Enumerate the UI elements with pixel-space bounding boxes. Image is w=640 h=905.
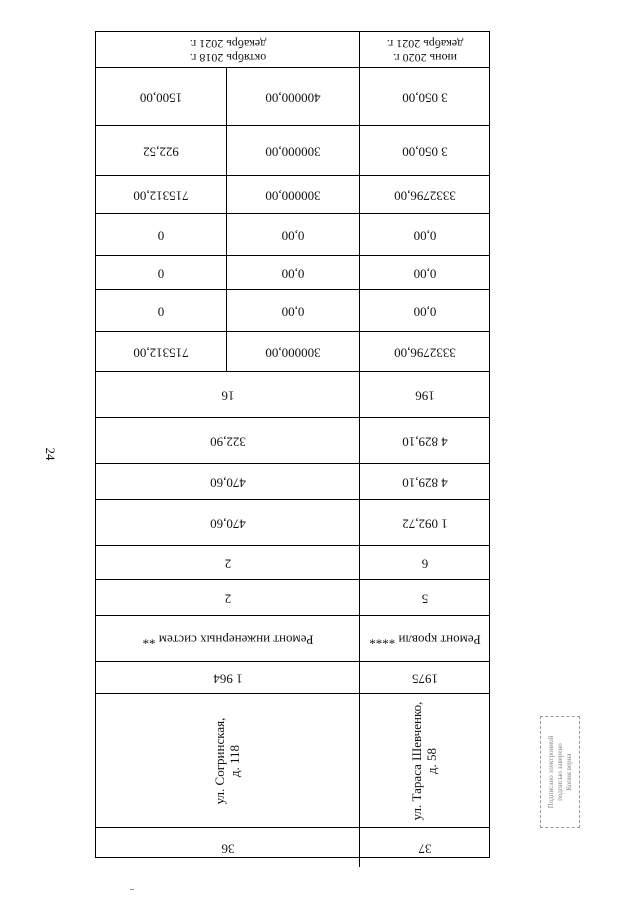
cell-text-line: 16 [221,387,234,403]
table-cell [359,694,489,827]
cell-text-line: 0,00 [281,303,305,319]
amounts-row-2 [96,126,489,176]
cell-text [421,590,428,605]
table-cell [96,580,359,615]
cell-text [210,433,246,448]
table-cell [359,372,489,417]
amounts-row-5 [96,256,489,290]
table-cell [226,256,359,289]
cell-text-line: 4 829,10 [401,474,448,490]
cell-text [415,387,435,402]
cell-text-line: 300000,00 [265,143,321,159]
cell-text-line: 36 [221,840,234,856]
cell-text [412,670,438,685]
cell-text-line: 0 [157,303,165,319]
cell-text-line: 470,60 [209,515,246,531]
cell-text [421,555,428,570]
table-cell [359,580,489,615]
cell-text [402,474,448,489]
year-row [96,662,489,694]
scan-mark [130,889,134,890]
cell-text-line: 0 [157,227,165,243]
cell-text-line: 2 [224,555,231,571]
cell-text [265,187,320,202]
table-cell [96,214,226,255]
table-cell [359,828,489,867]
stamp-line: Копия верна [564,753,573,791]
cell-text [210,515,246,530]
amounts-row-6 [96,290,489,332]
cell-text [402,89,448,104]
cell-text [224,590,231,605]
table-cell [359,464,489,499]
cell-text-line: 0,00 [281,227,305,243]
table-cell [96,68,226,125]
table-cell [96,616,359,661]
table-cell [226,176,359,213]
cell-text-line: ул. Согринская, [211,717,227,804]
cell-text [265,89,320,104]
cell-text [402,515,448,530]
cell-text-line: 1975 [411,670,438,686]
number-row [96,828,489,867]
cell-text-line: 0 [157,265,165,281]
cell-text [142,631,313,646]
table-cell [226,290,359,331]
certification-stamp [540,716,580,828]
cell-text-line: 5 [421,590,428,606]
floors-row [96,546,489,580]
cell-text [413,265,436,280]
table-cell [359,546,489,579]
table-cell [359,176,489,213]
cell-text-line: 3332796,00 [393,344,456,360]
cell-text-line: 715312,00 [133,187,189,203]
cell-text [394,187,456,202]
table-cell [359,500,489,545]
table-cell [96,464,359,499]
table-cell [96,372,359,417]
cell-text [282,227,305,242]
works-row [96,616,489,662]
area-row-3 [96,500,489,546]
cell-text-line: 0,00 [281,265,305,281]
cell-text [221,387,234,402]
table-cell [359,214,489,255]
cell-text [282,265,305,280]
stamp-line: подписью заверено [555,743,564,801]
table-cell [359,662,489,693]
cell-text-line: 0,00 [413,265,436,281]
cell-text-line: Ремонт кровли **** [368,631,481,647]
cell-text [265,344,320,359]
cell-text-line: ул. Тараса Шевченко, [408,701,424,820]
residents-row [96,372,489,418]
cell-text [418,840,431,855]
cell-text [394,344,456,359]
cell-text-line: 300000,00 [265,344,321,360]
cell-text [265,143,320,158]
period-row [96,32,489,68]
cell-text [189,36,266,64]
cell-text-line: 322,90 [209,433,246,449]
cell-text-line: 3 050,00 [401,143,448,159]
table-cell [96,828,359,867]
cell-text [133,344,188,359]
table-cell [359,290,489,331]
cell-text-line: 1 092,72 [401,515,448,531]
cell-text-line: 715312,00 [133,344,189,360]
table-cell [359,256,489,289]
cell-text [410,701,440,820]
table-cell [96,32,359,67]
table-cell [96,694,359,827]
data-table [95,31,490,858]
table-cell [96,126,226,175]
amounts-row-1 [96,68,489,126]
cell-text [402,433,448,448]
cell-text-line: 922,52 [143,143,179,159]
table-cell [226,332,359,371]
cell-text [143,143,179,158]
cell-text-line: 3332796,00 [393,187,456,203]
cell-text [369,631,480,646]
page-number: 24 [43,447,58,461]
cell-text-line: 400000,00 [265,89,321,105]
cell-text-line: Ремонт инженерных систем ** [141,631,314,647]
table-cell [226,214,359,255]
cell-text [158,265,165,280]
cell-text-line: 0,00 [413,227,436,243]
table-cell [96,546,359,579]
table-cell [96,418,359,463]
entrances-row [96,580,489,616]
cell-text-line: 196 [414,387,435,403]
cell-text [221,840,234,855]
cell-text-line: 0,00 [413,303,436,319]
cell-text-line: 2 [224,590,231,606]
cell-text-line: 1500,00 [139,89,183,105]
table-cell [96,290,226,331]
table-cell [359,332,489,371]
table-cell [359,126,489,175]
cell-text [133,187,188,202]
cell-text [140,89,182,104]
cell-text-line: июнь 2020 г. [392,50,457,65]
cell-text [213,717,243,804]
table-cell [96,256,226,289]
cell-text-line: 1 964 [212,670,243,686]
cell-text-line: д. 118 [226,744,242,777]
cell-text-line: октябрь 2018 г. [189,50,266,65]
cell-text-line: д. 58 [423,747,439,774]
amounts-row-7 [96,332,489,372]
cell-text [413,227,436,242]
cell-text [402,143,448,158]
stamp-text [547,736,573,808]
cell-text [158,227,165,242]
cell-text [210,474,246,489]
cell-text-line: 4 829,10 [401,433,448,449]
table-cell [359,418,489,463]
table-cell [96,500,359,545]
cell-text [224,555,231,570]
table-cell [359,616,489,661]
cell-text [158,303,165,318]
stamp-line: Подписано электронной [546,735,555,809]
cell-text [282,303,305,318]
table-cell [359,32,489,67]
cell-text [213,670,242,685]
cell-text [413,303,436,318]
cell-text-line: 300000,00 [265,187,321,203]
area-row-2 [96,464,489,500]
amounts-row-3 [96,176,489,214]
cell-text-line: декабрь 2021 г. [189,36,266,51]
table-cell [96,662,359,693]
table-cell [96,332,226,371]
table-cell [96,176,226,213]
cell-text-line: 3 050,00 [401,89,448,105]
area-row-1 [96,418,489,464]
table-cell [226,68,359,125]
table-cell [359,68,489,125]
amounts-row-4 [96,214,489,256]
cell-text-line: 6 [421,555,428,571]
table-cell [226,126,359,175]
cell-text-line: декабрь 2021 г. [386,36,463,51]
cell-text-line: 470,60 [209,474,246,490]
address-row [96,694,489,828]
cell-text-line: 37 [418,840,431,856]
cell-text [386,36,463,64]
